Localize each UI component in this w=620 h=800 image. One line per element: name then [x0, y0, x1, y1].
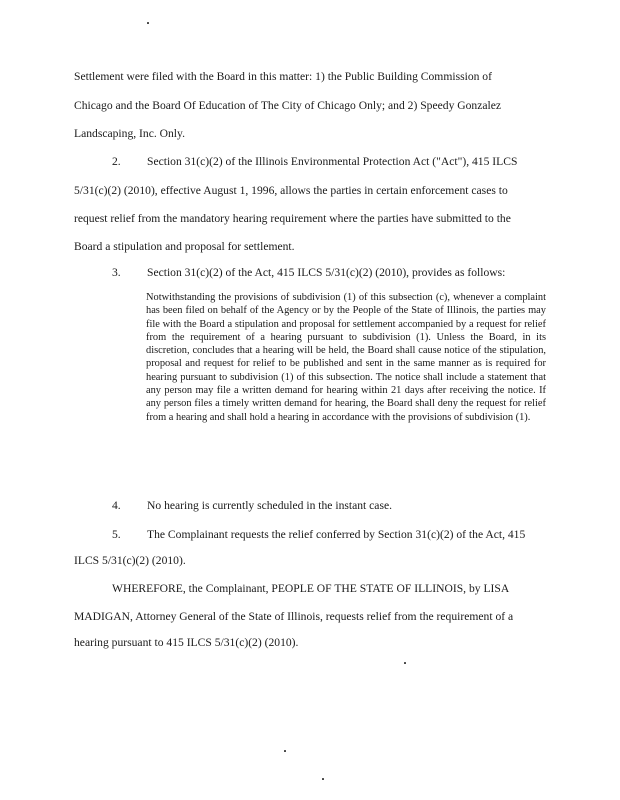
paragraph-2-line: request relief from the mandatory hearing requirement where the parties have submitted to the	[74, 212, 511, 225]
paragraph-2-line: Board a stipulation and proposal for settlement.	[74, 240, 295, 253]
wherefore-line: MADIGAN, Attorney General of the State of Illinois, requests relief from the requirement of a	[74, 610, 514, 623]
intro-line: Chicago and the Board Of Education of The City of Chicago Only; and 2) Speedy Gonzalez	[74, 99, 502, 112]
intro-line: Settlement were filed with the Board in this matter: 1) the Public Building Commission of	[74, 70, 492, 83]
intro-line: Landscaping, Inc. Only.	[74, 127, 185, 140]
wherefore-line: WHEREFORE, the Complainant, PEOPLE OF THE STATE OF ILLINOIS, by LISA	[112, 582, 510, 595]
scan-speck	[147, 22, 149, 24]
paragraph-5-line: The Complainant requests the relief conferred by Section 31(c)(2) of the Act, 415	[147, 528, 526, 541]
paragraph-5-line: ILCS 5/31(c)(2) (2010).	[74, 554, 186, 567]
paragraph-number: 5.	[112, 528, 121, 541]
scan-speck	[322, 778, 324, 780]
paragraph-number: 2.	[112, 155, 121, 168]
paragraph-number: 3.	[112, 266, 121, 279]
wherefore-line: hearing pursuant to 415 ILCS 5/31(c)(2) (2010).	[74, 636, 299, 649]
statute-quote: Notwithstanding the provisions of subdivision (1) of this subsection (c), whenever a complaint has been filed on behalf of the Agency or by the People of the State of Illinois, the parties may file with the Board a stipulation and proposal for settlement accompanied by a request for relief from the requirement of a hearing pursuant to subdivision (1). Unless the Board, in its discretion, concludes that a hearing will be held, the Board shall cause notice of the stipulation, proposal and request for relief to be published and sent in the same manner as is required for hearing pursuant to subdivision (1) of this subsection. The notice shall include a statement that any person may file a written demand for hearing within 21 days after receiving the notice. If any person files a timely written demand for hearing, the Board shall deny the request for relief from a hearing and shall hold a hearing in accordance with the provisions of subdivision (1).	[146, 292, 546, 423]
scan-speck	[404, 662, 406, 664]
paragraph-3-line: Section 31(c)(2) of the Act, 415 ILCS 5/31(c)(2) (2010), provides as follows:	[147, 266, 506, 279]
paragraph-4-line: No hearing is currently scheduled in the instant case.	[147, 499, 393, 512]
paragraph-number: 4.	[112, 499, 121, 512]
paragraph-2-line: Section 31(c)(2) of the Illinois Environmental Protection Act ("Act"), 415 ILCS	[147, 155, 518, 168]
scan-speck	[284, 750, 286, 752]
paragraph-2-line: 5/31(c)(2) (2010), effective August 1, 1996, allows the parties in certain enforcement cases to	[74, 184, 508, 197]
